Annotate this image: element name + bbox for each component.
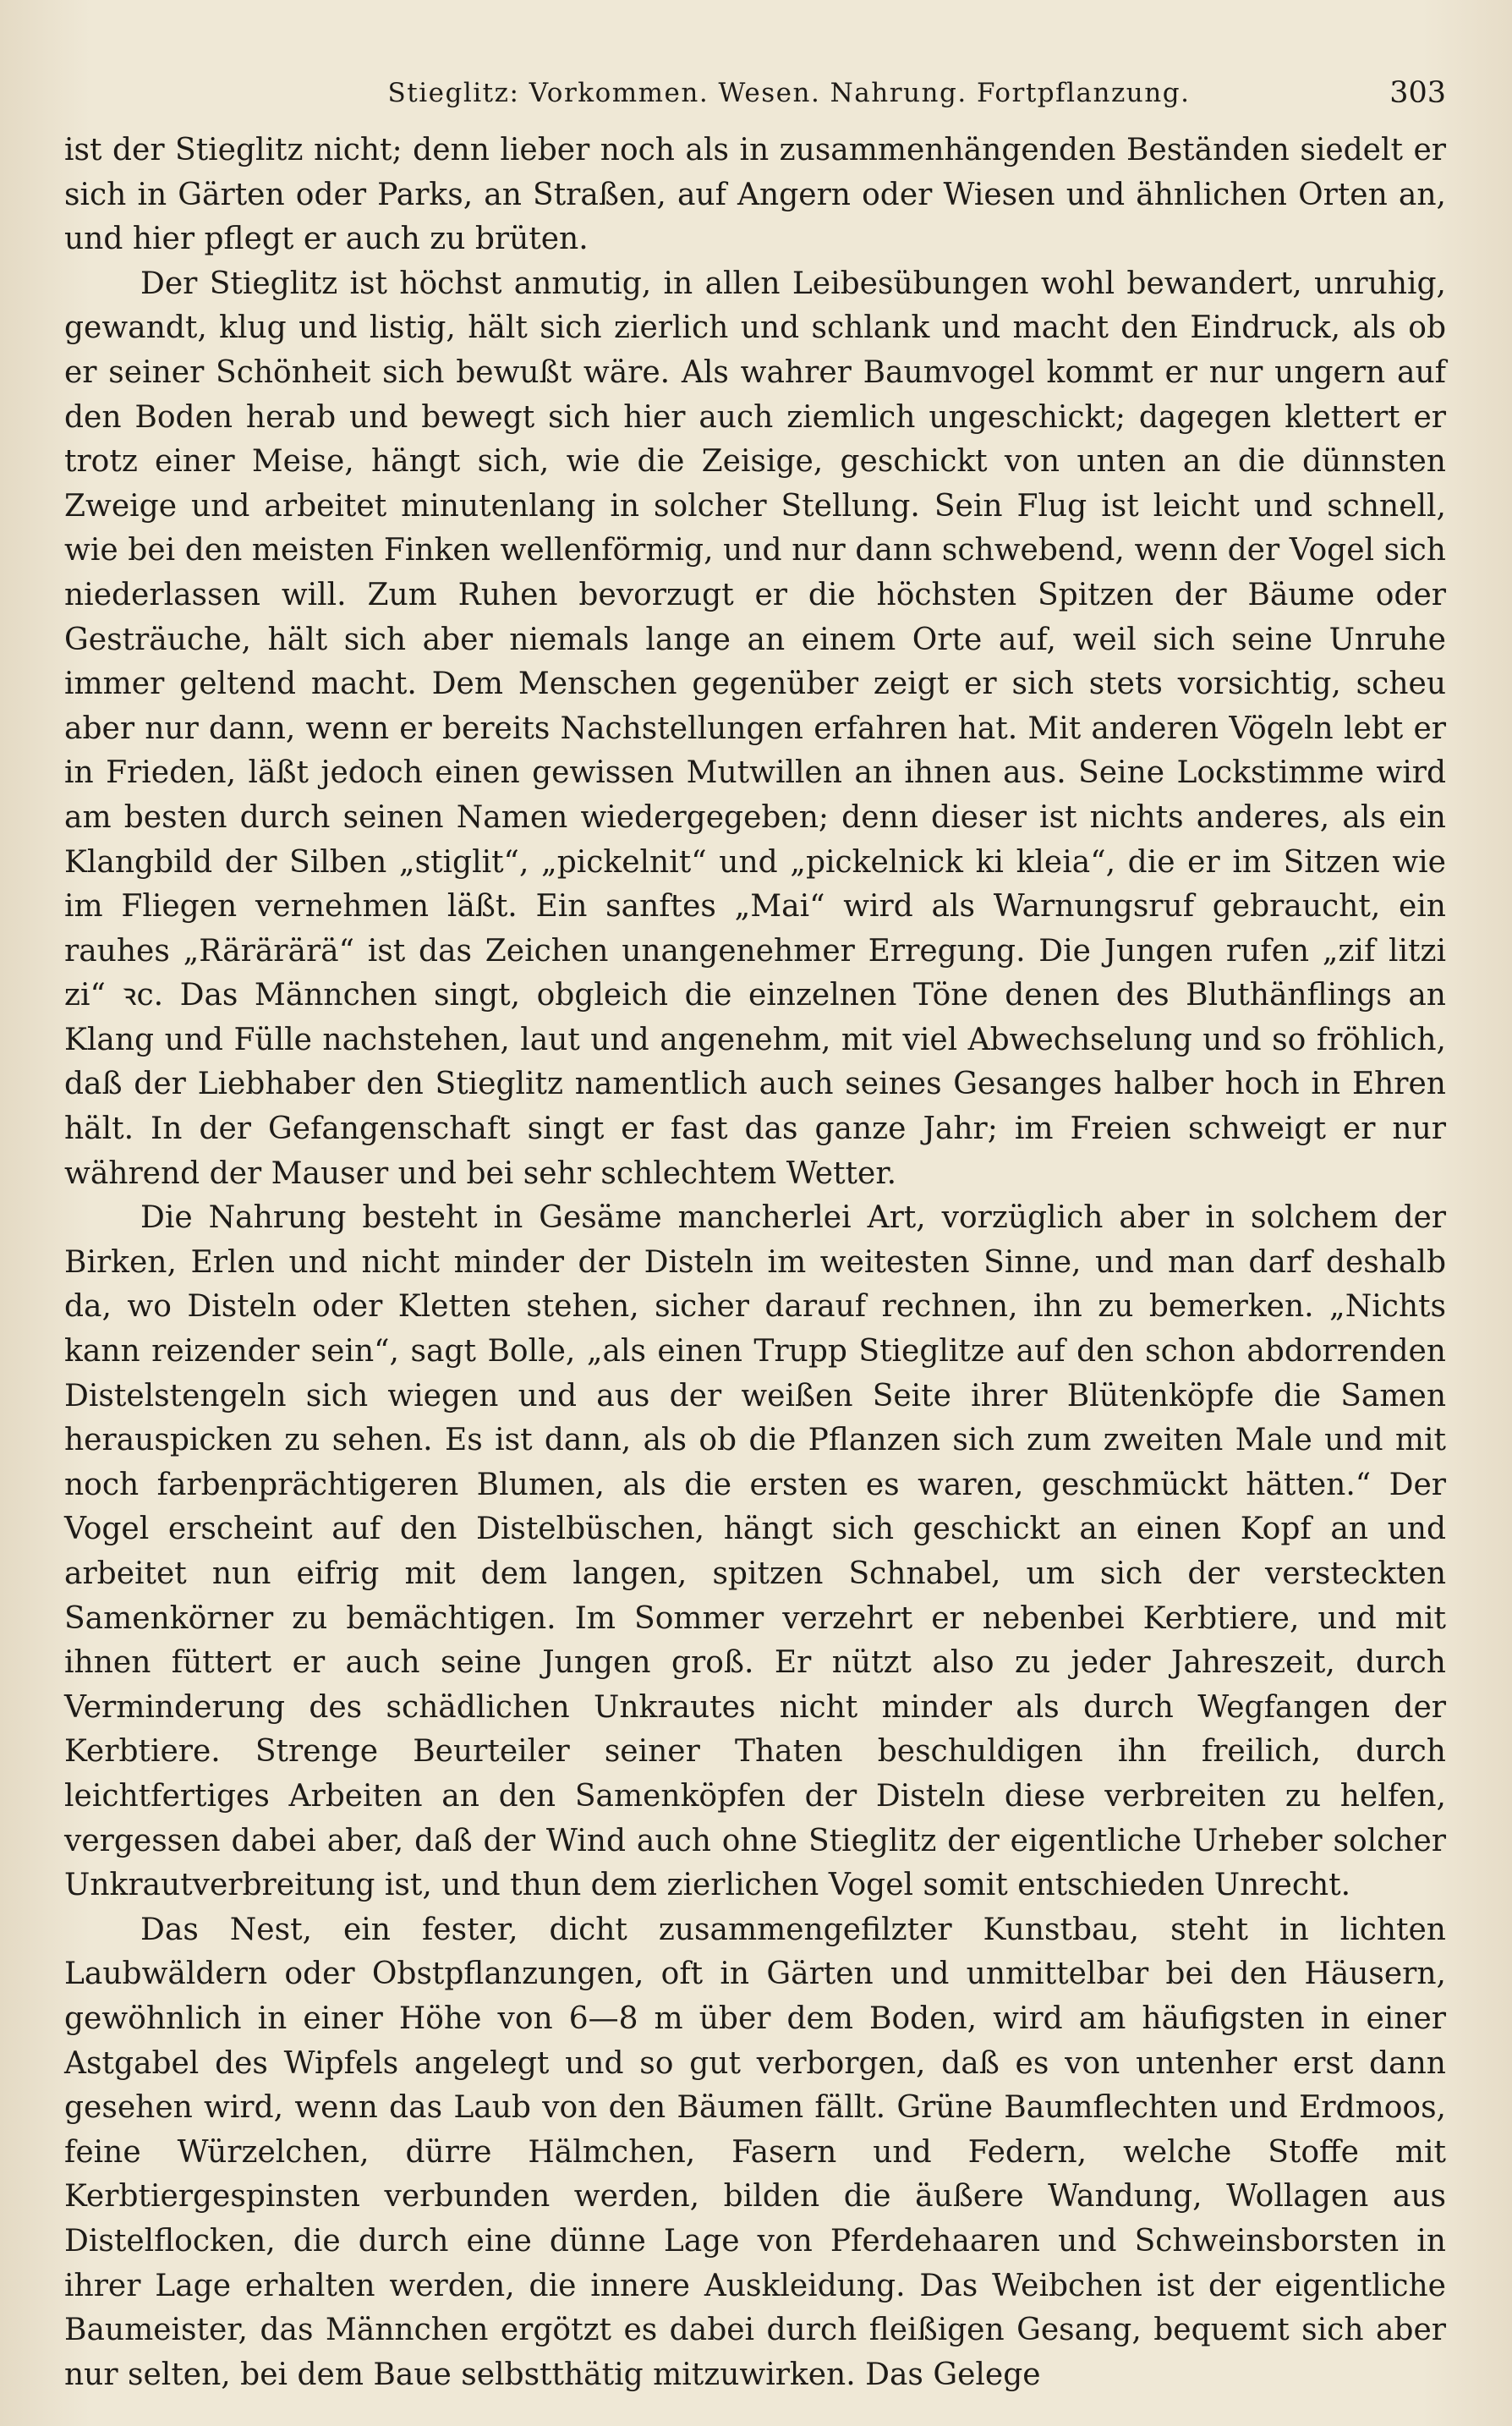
- page-header: [64, 73, 1446, 120]
- paragraph-nest: Das Nest, ein fester, dicht zusammengefilzter Kunstbau, steht in lichten Laubwäldern oder Obstpflanzungen, oft in Gärten und unmittelbar bei den Häusern, gewöhnlich in einer Höhe von 6—8 m über dem Boden, wird am häufigsten in einer Astgabel des Wipfels angelegt und so gut verborgen, daß es von untenher erst dann gesehen wird, wenn das Laub von den Bäumen fällt. Grüne Baumflechten und Erdmoos, feine Würzelchen, dürre Hälmchen, Fasern und Federn, welche Stoffe mit Kerbtiergespinsten verbunden werden, bilden die äußere Wandung, Wollagen aus Distelflocken, die durch eine dünne Lage von Pferdehaaren und Schweinsborsten in ihrer Lage erhalten werden, die innere Auskleidung. Das Weibchen ist der eigentliche Baumeister, das Männchen ergötzt es dabei durch fleißigen Gesang, bequemt sich aber nur selten, bei dem Baue selbstthätig mitzuwirken. Das Gelege: [64, 1912, 1446, 2392]
- body-text: [64, 129, 1446, 2397]
- paragraph-continued: ist der Stieglitz nicht; denn lieber noch als in zusammenhängenden Beständen siedelt er sich in Gärten oder Parks, an Straßen, auf Angern oder Wiesen und ähnlichen Orten an, und hier pflegt er auch zu brüten.: [64, 133, 1446, 257]
- running-head: Stieglitz: Vorkommen. Wesen. Nahrung. Fortpflanzung.: [387, 78, 1191, 108]
- paragraph-food: Die Nahrung besteht in Gesäme mancherlei Art, vorzüglich aber in solchem der Birken, Erlen und nicht minder der Disteln im weitesten Sinne, und man darf deshalb da, wo Disteln oder Kletten stehen, sicher darauf rechnen, ihn zu bemerken. „Nichts kann reizender sein“, sagt Bolle, „als einen Trupp Stieglitze auf den schon abdorrenden Distelstengeln sich wiegen und aus der weißen Seite ihrer Blütenköpfe die Samen herauspicken zu sehen. Es ist dann, als ob die Pflanzen sich zum zweiten Male und mit noch farbenprächtigeren Blumen, als die ersten es waren, geschmückt hätten.“ Der Vogel erscheint auf den Distelbüschen, hängt sich geschickt an einen Kopf an und arbeitet nun eifrig mit dem langen, spitzen Schnabel, um sich der versteckten Samenkörner zu bemächtigen. Im Sommer verzehrt er nebenbei Kerbtiere, und mit ihnen füttert er auch seine Jungen groß. Er nützt also zu jeder Jahreszeit, durch Verminderung des schädlichen Unkrautes nicht minder als durch Wegfangen der Kerbtiere. Strenge Beurteiler seiner Thaten beschuldigen ihn freilich, durch leichtfertiges Arbeiten an den Samenköpfen der Disteln diese verbreiten zu helfen, vergessen dabei aber, daß der Wind auch ohne Stieglitz der eigentliche Urheber solcher Unkrautverbreitung ist, und thun dem zierlichen Vogel somit entschieden Unrecht.: [64, 1200, 1446, 1903]
- paragraph-behavior: Der Stieglitz ist höchst anmutig, in allen Leibesübungen wohl bewandert, unruhig, gewandt, klug und listig, hält sich zierlich und schlank und macht den Eindruck, als ob er seiner Schönheit sich bewußt wäre. Als wahrer Baumvogel kommt er nur ungern auf den Boden herab und bewegt sich hier auch ziemlich ungeschickt; dagegen klettert er trotz einer Meise, hängt sich, wie die Zeisige, geschickt von unten an die dünnsten Zweige und arbeitet minutenlang in solcher Stellung. Sein Flug ist leicht und schnell, wie bei den meisten Finken wellenförmig, und nur dann schwebend, wenn der Vogel sich niederlassen will. Zum Ruhen bevorzugt er die höchsten Spitzen der Bäume oder Gesträuche, hält sich aber niemals lange an einem Orte auf, weil sich seine Unruhe immer geltend macht. Dem Menschen gegenüber zeigt er sich stets vorsichtig, scheu aber nur dann, wenn er bereits Nachstellungen erfahren hat. Mit anderen Vögeln lebt er in Frieden, läßt jedoch einen gewissen Mutwillen an ihnen aus. Seine Lockstimme wird am besten durch seinen Namen wiedergegeben; denn dieser ist nichts anderes, als ein Klangbild der Silben „stiglit“, „pickelnit“ und „pickelnick ki kleia“, die er im Sitzen wie im Fliegen vernehmen läßt. Ein sanftes „Mai“ wird als Warnungsruf gebraucht, ein rauhes „Rärärärä“ ist das Zeichen unangenehmer Erregung. Die Jungen rufen „zif litzi zi“ ꝛc. Das Männchen singt, obgleich die einzelnen Töne denen des Bluthänflings an Klang und Fülle nachstehen, laut und angenehm, mit viel Abwechselung und so fröhlich, daß der Liebhaber den Stieglitz namentlich auch seines Gesanges halber hoch in Ehren hält. In der Gefangenschaft singt er fast das ganze Jahr; im Freien schweigt er nur während der Mauser und bei sehr schlechtem Wetter.: [64, 266, 1446, 1191]
- page-number: 303: [1389, 76, 1446, 110]
